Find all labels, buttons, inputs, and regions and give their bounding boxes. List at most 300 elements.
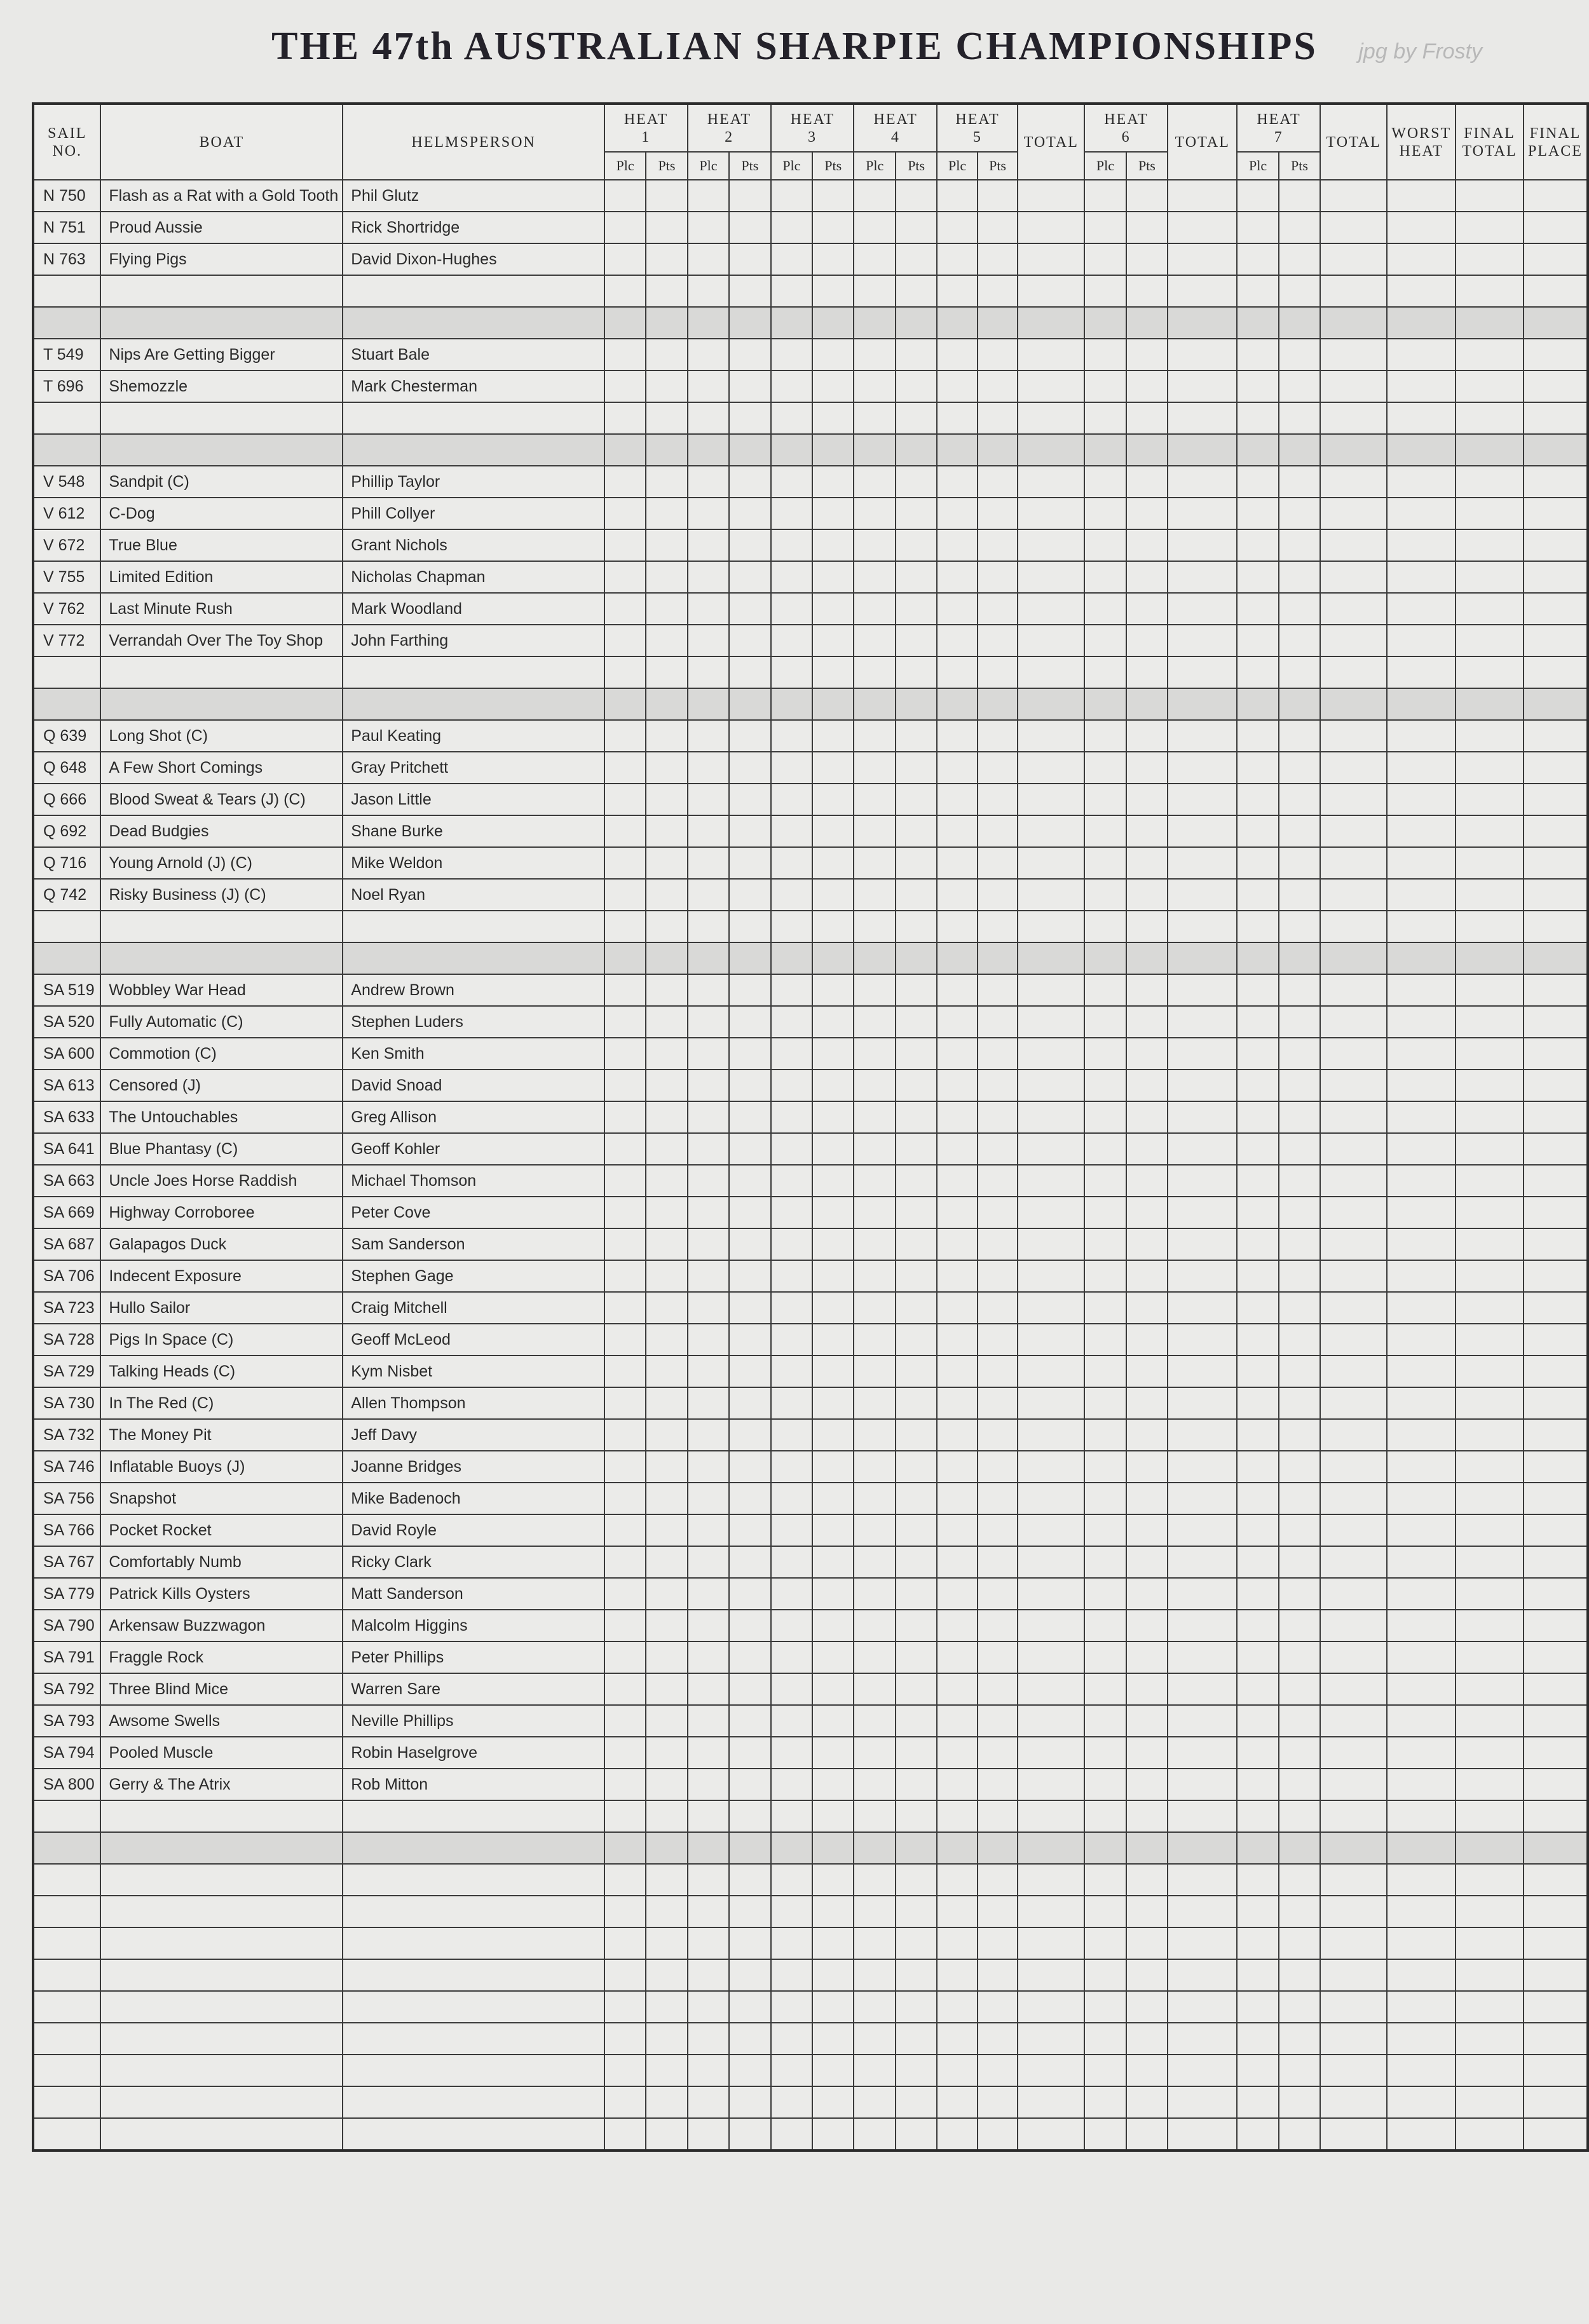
table-row <box>33 720 1588 752</box>
score-cell <box>1524 1800 1588 1832</box>
score-cell <box>896 2118 937 2151</box>
score-cell <box>1018 1705 1084 1737</box>
helmsperson-cell <box>343 402 604 434</box>
score-cell <box>1456 1673 1524 1705</box>
score-cell <box>1237 1800 1278 1832</box>
score-cell <box>646 1006 687 1038</box>
sail-number-cell: SA 756 <box>33 1483 100 1514</box>
score-cell <box>1387 2055 1456 2086</box>
boat-name-cell: Pocket Rocket <box>100 1514 343 1546</box>
helmsperson-cell: David Royle <box>343 1514 604 1546</box>
score-cell <box>978 1673 1018 1705</box>
score-cell <box>1126 370 1168 402</box>
score-cell <box>854 307 895 339</box>
score-cell <box>1018 370 1084 402</box>
score-cell <box>896 1769 937 1800</box>
boat-name-cell: Awsome Swells <box>100 1705 343 1737</box>
score-cell <box>896 243 937 275</box>
score-cell <box>1279 911 1320 942</box>
score-cell <box>646 1197 687 1228</box>
score-cell <box>1387 2086 1456 2118</box>
score-cell <box>1456 1959 1524 1991</box>
score-cell <box>1168 2055 1237 2086</box>
score-cell <box>688 1514 729 1546</box>
score-cell <box>604 1896 646 1927</box>
score-cell <box>1387 1959 1456 1991</box>
score-cell <box>604 688 646 720</box>
score-cell <box>1126 1832 1168 1864</box>
score-cell <box>646 1800 687 1832</box>
table-row <box>33 1387 1588 1419</box>
score-cell <box>1018 1387 1084 1419</box>
helmsperson-cell: Mark Chesterman <box>343 370 604 402</box>
score-cell <box>1237 879 1278 911</box>
score-cell <box>896 1101 937 1133</box>
score-cell <box>854 1419 895 1451</box>
score-cell <box>1524 1451 1588 1483</box>
helmsperson-cell: Neville Phillips <box>343 1705 604 1737</box>
score-cell <box>729 1896 770 1927</box>
score-cell <box>812 1451 854 1483</box>
score-cell <box>978 1896 1018 1927</box>
score-cell <box>688 625 729 656</box>
score-cell <box>1084 434 1126 466</box>
score-cell <box>1279 1292 1320 1324</box>
score-cell <box>1237 1483 1278 1514</box>
score-cell <box>604 498 646 529</box>
score-cell <box>812 1737 854 1769</box>
score-cell <box>896 879 937 911</box>
score-cell <box>1387 911 1456 942</box>
score-cell <box>1018 2023 1084 2055</box>
score-cell <box>937 1038 977 1070</box>
score-cell <box>854 402 895 434</box>
score-cell <box>771 180 812 212</box>
score-cell <box>1524 529 1588 561</box>
sail-number-cell <box>33 275 100 307</box>
score-cell <box>729 942 770 974</box>
score-cell <box>771 1070 812 1101</box>
score-cell <box>1168 1324 1237 1356</box>
score-cell <box>937 2055 977 2086</box>
blank-row <box>33 402 1588 434</box>
score-cell <box>978 911 1018 942</box>
sail-number-cell <box>33 2055 100 2086</box>
score-cell <box>771 434 812 466</box>
score-cell <box>688 1959 729 1991</box>
score-cell <box>1456 656 1524 688</box>
score-cell <box>646 307 687 339</box>
score-cell <box>1279 1896 1320 1927</box>
score-cell <box>978 1514 1018 1546</box>
score-cell <box>1456 2023 1524 2055</box>
boat-name-cell <box>100 402 343 434</box>
score-cell <box>854 1038 895 1070</box>
score-cell <box>812 974 854 1006</box>
score-cell <box>1279 2086 1320 2118</box>
score-cell <box>604 1673 646 1705</box>
score-cell <box>1084 466 1126 498</box>
score-cell <box>1168 180 1237 212</box>
score-cell <box>729 1769 770 1800</box>
score-cell <box>1168 561 1237 593</box>
score-cell <box>1456 847 1524 879</box>
score-cell <box>1320 1641 1387 1673</box>
score-cell <box>937 1991 977 2023</box>
score-cell <box>1168 1673 1237 1705</box>
score-cell <box>729 1133 770 1165</box>
score-cell <box>1237 1324 1278 1356</box>
score-cell <box>1237 243 1278 275</box>
helmsperson-cell: Shane Burke <box>343 815 604 847</box>
score-cell <box>1084 1292 1126 1324</box>
score-cell <box>1524 1356 1588 1387</box>
score-cell <box>1387 656 1456 688</box>
score-cell <box>604 307 646 339</box>
sail-number-cell <box>33 911 100 942</box>
score-cell <box>854 2023 895 2055</box>
sail-number-cell: Q 666 <box>33 784 100 815</box>
score-cell <box>854 911 895 942</box>
score-cell <box>1237 1038 1278 1070</box>
score-cell <box>1126 2086 1168 2118</box>
score-cell <box>854 1260 895 1292</box>
table-row <box>33 1324 1588 1356</box>
header-boat: BOAT <box>100 104 343 180</box>
score-cell <box>854 784 895 815</box>
score-cell <box>978 1165 1018 1197</box>
boat-name-cell: Commotion (C) <box>100 1038 343 1070</box>
helmsperson-cell: Ricky Clark <box>343 1546 604 1578</box>
score-cell <box>688 784 729 815</box>
score-cell <box>1524 720 1588 752</box>
score-cell <box>1018 2118 1084 2151</box>
score-cell <box>1018 307 1084 339</box>
boat-name-cell <box>100 942 343 974</box>
score-cell <box>896 1133 937 1165</box>
score-cell <box>688 1578 729 1610</box>
score-cell <box>1456 784 1524 815</box>
score-cell <box>604 911 646 942</box>
sail-number-cell: SA 793 <box>33 1705 100 1737</box>
score-cell <box>1456 2118 1524 2151</box>
score-cell <box>1084 498 1126 529</box>
score-cell <box>604 593 646 625</box>
score-cell <box>978 847 1018 879</box>
header-pts: Pts <box>729 152 770 180</box>
score-cell <box>1524 1197 1588 1228</box>
table-row <box>33 815 1588 847</box>
score-cell <box>1387 1451 1456 1483</box>
score-cell <box>812 370 854 402</box>
score-cell <box>812 911 854 942</box>
score-cell <box>1018 942 1084 974</box>
score-cell <box>1279 2055 1320 2086</box>
boat-name-cell: Galapagos Duck <box>100 1228 343 1260</box>
score-cell <box>1320 1737 1387 1769</box>
score-cell <box>1084 1578 1126 1610</box>
score-cell <box>1018 1356 1084 1387</box>
boat-name-cell <box>100 2023 343 2055</box>
table-row <box>33 1451 1588 1483</box>
score-cell <box>1524 1737 1588 1769</box>
score-cell <box>896 1387 937 1419</box>
score-cell <box>646 1228 687 1260</box>
score-cell <box>1237 434 1278 466</box>
score-cell <box>812 1610 854 1641</box>
score-cell <box>978 1832 1018 1864</box>
score-cell <box>812 1705 854 1737</box>
score-cell <box>1168 656 1237 688</box>
score-cell <box>1018 879 1084 911</box>
sail-number-cell <box>33 2023 100 2055</box>
score-cell <box>1456 974 1524 1006</box>
score-cell <box>854 1832 895 1864</box>
score-cell <box>1456 243 1524 275</box>
score-cell <box>604 1959 646 1991</box>
score-cell <box>1387 1483 1456 1514</box>
boat-name-cell: Blue Phantasy (C) <box>100 1133 343 1165</box>
score-cell <box>1084 370 1126 402</box>
boat-name-cell: Patrick Kills Oysters <box>100 1578 343 1610</box>
score-cell <box>896 1419 937 1451</box>
score-cell <box>978 1324 1018 1356</box>
score-cell <box>1168 466 1237 498</box>
score-cell <box>1018 1832 1084 1864</box>
score-cell <box>978 1705 1018 1737</box>
helmsperson-cell <box>343 1991 604 2023</box>
score-cell <box>604 275 646 307</box>
score-cell <box>604 1578 646 1610</box>
score-cell <box>896 1578 937 1610</box>
score-cell <box>854 498 895 529</box>
table-row <box>33 625 1588 656</box>
score-cell <box>646 1641 687 1673</box>
score-cell <box>1524 1292 1588 1324</box>
score-cell <box>812 625 854 656</box>
score-cell <box>1387 1292 1456 1324</box>
score-cell <box>937 1800 977 1832</box>
score-cell <box>1237 1991 1278 2023</box>
score-cell <box>1387 879 1456 911</box>
sail-number-cell: SA 730 <box>33 1387 100 1419</box>
score-cell <box>812 466 854 498</box>
score-cell <box>1168 1896 1237 1927</box>
score-cell <box>646 2055 687 2086</box>
header-sail-no: SAIL NO. <box>33 104 100 180</box>
score-cell <box>854 529 895 561</box>
score-cell <box>1237 1419 1278 1451</box>
score-cell <box>1168 1927 1237 1959</box>
score-cell <box>604 529 646 561</box>
score-cell <box>1456 1610 1524 1641</box>
score-cell <box>771 974 812 1006</box>
score-cell <box>604 784 646 815</box>
score-cell <box>729 1991 770 2023</box>
header-helmsperson: HELMSPERSON <box>343 104 604 180</box>
score-cell <box>1018 1324 1084 1356</box>
score-cell <box>1237 688 1278 720</box>
boat-name-cell: The Untouchables <box>100 1101 343 1133</box>
sail-number-cell: SA 520 <box>33 1006 100 1038</box>
score-cell <box>729 466 770 498</box>
score-cell <box>729 2086 770 2118</box>
score-cell <box>1084 879 1126 911</box>
score-cell <box>1524 593 1588 625</box>
score-cell <box>1524 243 1588 275</box>
score-cell <box>854 1006 895 1038</box>
score-cell <box>1279 942 1320 974</box>
score-cell <box>646 1864 687 1896</box>
score-cell <box>1456 1514 1524 1546</box>
score-cell <box>1237 2118 1278 2151</box>
score-cell <box>937 815 977 847</box>
score-cell <box>1387 1673 1456 1705</box>
score-cell <box>1237 1769 1278 1800</box>
score-cell <box>854 1387 895 1419</box>
score-cell <box>854 434 895 466</box>
score-cell <box>729 593 770 625</box>
score-cell <box>1524 815 1588 847</box>
score-cell <box>1320 752 1387 784</box>
boat-name-cell: In The Red (C) <box>100 1387 343 1419</box>
score-cell <box>1279 434 1320 466</box>
score-cell <box>1237 1864 1278 1896</box>
score-cell <box>812 2055 854 2086</box>
score-cell <box>978 1483 1018 1514</box>
score-cell <box>896 1546 937 1578</box>
score-cell <box>978 593 1018 625</box>
score-cell <box>646 942 687 974</box>
score-cell <box>771 1483 812 1514</box>
score-cell <box>937 688 977 720</box>
score-cell <box>1320 1419 1387 1451</box>
score-cell <box>646 1514 687 1546</box>
score-cell <box>1387 1991 1456 2023</box>
score-cell <box>896 402 937 434</box>
score-cell <box>937 1737 977 1769</box>
score-cell <box>1524 2086 1588 2118</box>
score-cell <box>978 1356 1018 1387</box>
score-cell <box>1018 275 1084 307</box>
score-cell <box>937 466 977 498</box>
score-cell <box>1018 1959 1084 1991</box>
score-cell <box>1279 1133 1320 1165</box>
score-cell <box>1387 625 1456 656</box>
score-cell <box>978 275 1018 307</box>
helmsperson-cell <box>343 1959 604 1991</box>
score-cell <box>771 879 812 911</box>
boat-name-cell <box>100 1800 343 1832</box>
score-cell <box>604 1101 646 1133</box>
score-cell <box>896 1991 937 2023</box>
score-cell <box>1126 1197 1168 1228</box>
score-cell <box>1084 1324 1126 1356</box>
score-cell <box>1279 212 1320 243</box>
score-cell <box>1168 815 1237 847</box>
score-cell <box>937 1705 977 1737</box>
score-cell <box>812 2023 854 2055</box>
score-cell <box>1084 815 1126 847</box>
sail-number-cell: SA 794 <box>33 1737 100 1769</box>
score-cell <box>1018 1578 1084 1610</box>
boat-name-cell: Last Minute Rush <box>100 593 343 625</box>
score-cell <box>854 1356 895 1387</box>
score-cell <box>688 1070 729 1101</box>
score-cell <box>978 1292 1018 1324</box>
score-cell <box>854 275 895 307</box>
score-cell <box>812 1991 854 2023</box>
score-cell <box>771 1610 812 1641</box>
boat-name-cell: Three Blind Mice <box>100 1673 343 1705</box>
boat-name-cell: Sandpit (C) <box>100 466 343 498</box>
score-cell <box>1387 1546 1456 1578</box>
score-cell <box>1279 1228 1320 1260</box>
score-cell <box>1168 1864 1237 1896</box>
score-cell <box>771 2086 812 2118</box>
sail-number-cell <box>33 656 100 688</box>
score-cell <box>1126 879 1168 911</box>
score-cell <box>729 1101 770 1133</box>
helmsperson-cell <box>343 2055 604 2086</box>
score-cell <box>1387 1387 1456 1419</box>
score-cell <box>1524 2055 1588 2086</box>
score-cell <box>1084 307 1126 339</box>
score-cell <box>1084 1832 1126 1864</box>
table-row <box>33 784 1588 815</box>
score-cell <box>1279 1356 1320 1387</box>
score-cell <box>1168 1800 1237 1832</box>
score-cell <box>688 1769 729 1800</box>
boat-name-cell: Talking Heads (C) <box>100 1356 343 1387</box>
score-cell <box>729 561 770 593</box>
score-cell <box>729 339 770 370</box>
score-cell <box>688 402 729 434</box>
header-total-1: TOTAL <box>1018 104 1084 180</box>
score-cell <box>937 1165 977 1197</box>
score-cell <box>646 1165 687 1197</box>
score-cell <box>1084 593 1126 625</box>
score-cell <box>1320 1514 1387 1546</box>
score-cell <box>1524 2023 1588 2055</box>
score-cell <box>854 1101 895 1133</box>
score-cell <box>729 974 770 1006</box>
score-cell <box>937 2086 977 2118</box>
score-cell <box>1456 1038 1524 1070</box>
score-cell <box>771 1133 812 1165</box>
score-cell <box>1018 466 1084 498</box>
score-cell <box>729 1673 770 1705</box>
score-cell <box>978 1197 1018 1228</box>
score-cell <box>896 1038 937 1070</box>
score-cell <box>1168 1832 1237 1864</box>
score-cell <box>1320 2023 1387 2055</box>
score-cell <box>896 307 937 339</box>
score-cell <box>604 402 646 434</box>
sail-number-cell <box>33 307 100 339</box>
score-cell <box>978 879 1018 911</box>
score-cell <box>1387 1832 1456 1864</box>
score-cell <box>646 720 687 752</box>
score-cell <box>646 911 687 942</box>
score-cell <box>854 1165 895 1197</box>
score-cell <box>1524 561 1588 593</box>
score-cell <box>1279 1578 1320 1610</box>
header-heat-2: HEAT 2 <box>688 104 771 152</box>
table-row <box>33 212 1588 243</box>
score-cell <box>1387 2023 1456 2055</box>
score-cell <box>771 1959 812 1991</box>
